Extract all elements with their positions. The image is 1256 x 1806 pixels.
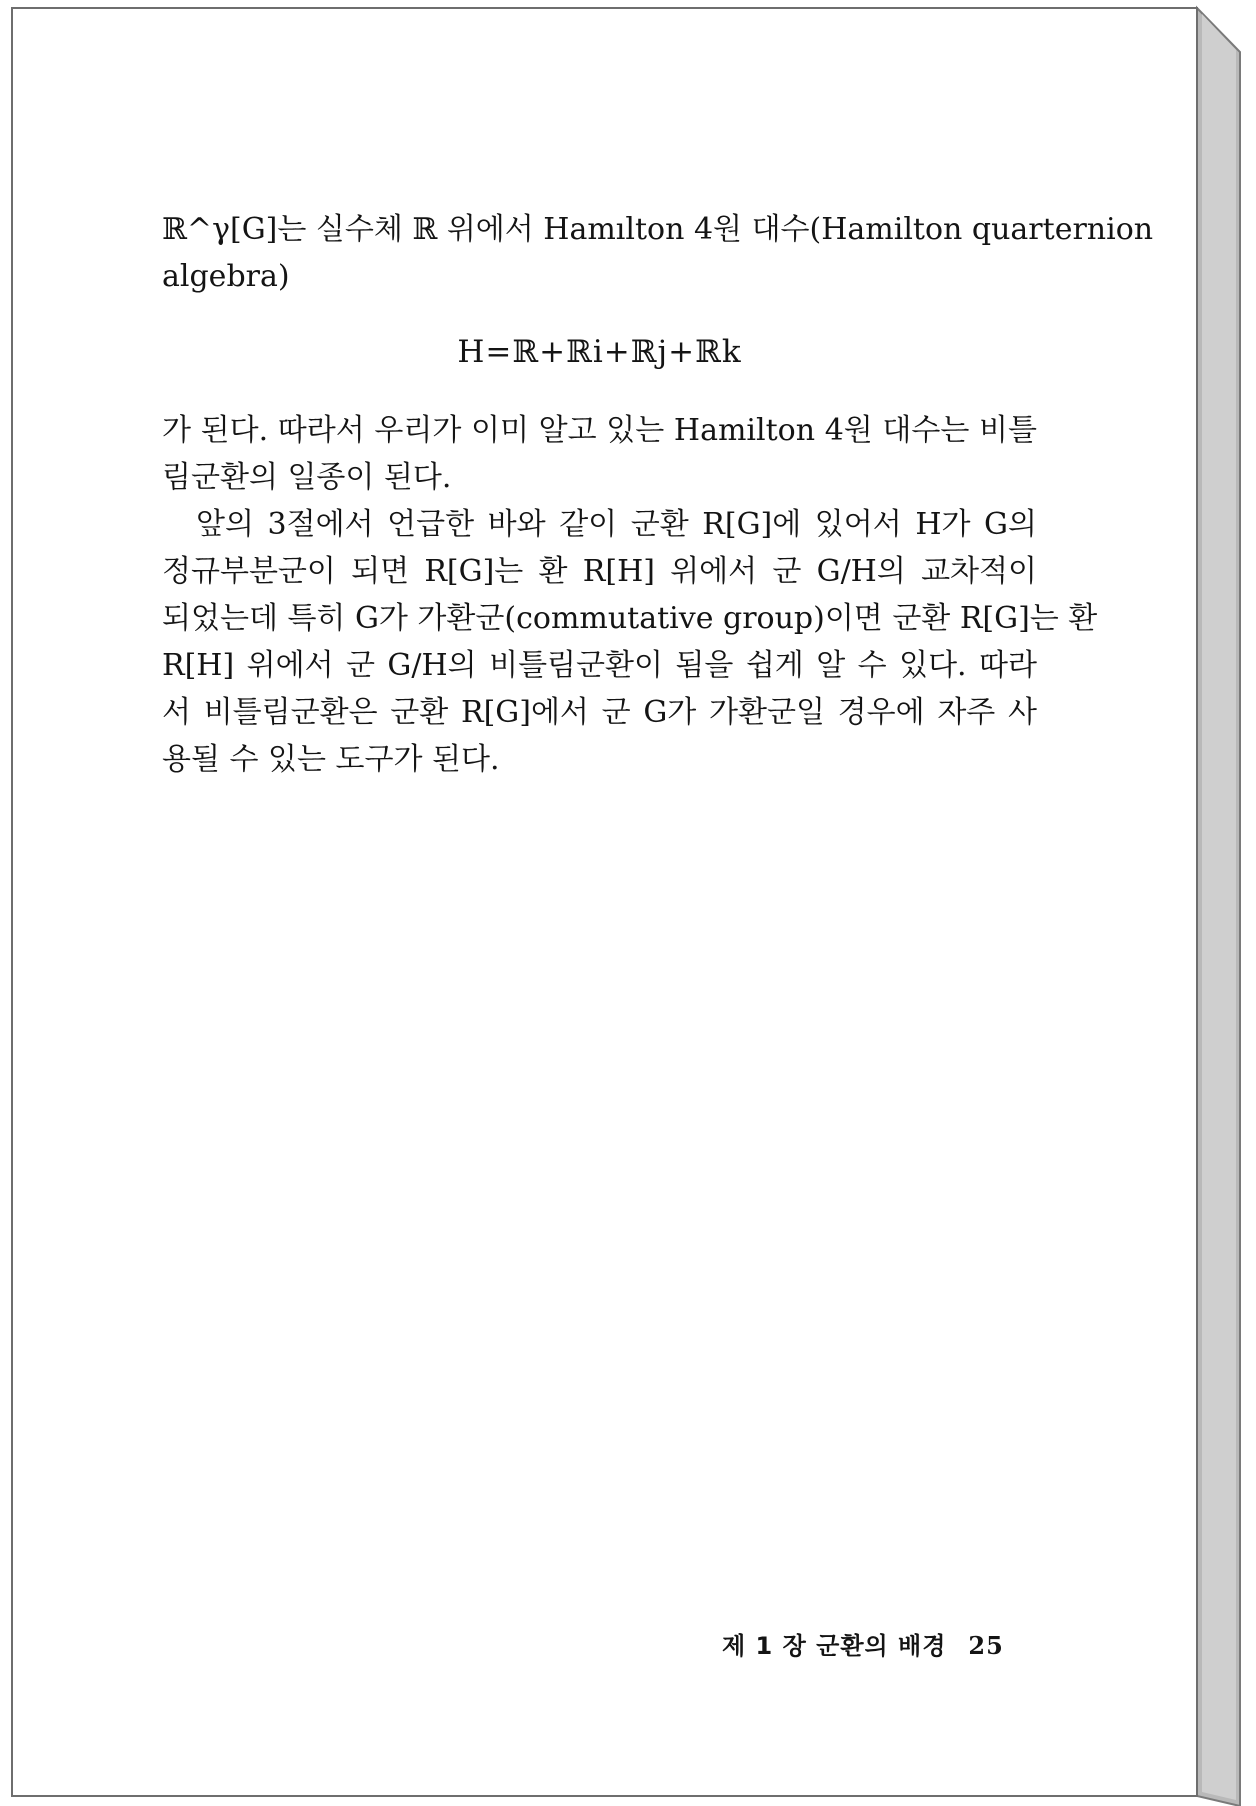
text-line: R[H] 위에서 군 G/H의 비틀림군환이 됨을 쉽게 알 수 있다. 따라 [162, 648, 1037, 683]
text-line: algebra) [162, 259, 290, 294]
text-line: 가 된다. 따라서 우리가 이미 알고 있는 Hamilton 4원 대수는 비틀 [162, 413, 1037, 448]
paragraph-3 [162, 501, 1098, 783]
text-line: 되었는데 특히 G가 가환군(commutative group)이면 군환 R[G]는 환 [162, 601, 1098, 636]
paragraph-1 [162, 206, 1154, 300]
book-page [12, 8, 1197, 1796]
body-text [162, 206, 1154, 783]
text-line: 앞의 3절에서 언급한 바와 같이 군환 R[G]에 있어서 H가 G의 [196, 507, 1037, 542]
chapter-title: 제 1 장 군환의 배경 [722, 1632, 947, 1660]
page-number: 25 [968, 1631, 1004, 1660]
text-line: 용될 수 있는 도구가 된다. [162, 742, 500, 777]
text-line: 림군환의 일종이 된다. [162, 460, 452, 495]
text-line: 서 비틀림군환은 군환 R[G]에서 군 G가 가환군일 경우에 자주 사 [162, 695, 1037, 730]
math-formula: H=ℝ+ℝi+ℝj+ℝk [457, 334, 742, 370]
page-footer [722, 1626, 1004, 1661]
text-line: 정규부분군이 되면 R[G]는 환 R[H] 위에서 군 G/H의 교차적이 [162, 554, 1037, 589]
text-line: ℝ^γ[G]는 실수체 ℝ 위에서 Hamılton 4원 대수(Hamilton quarternion [162, 212, 1154, 247]
paragraph-2 [162, 407, 1037, 501]
